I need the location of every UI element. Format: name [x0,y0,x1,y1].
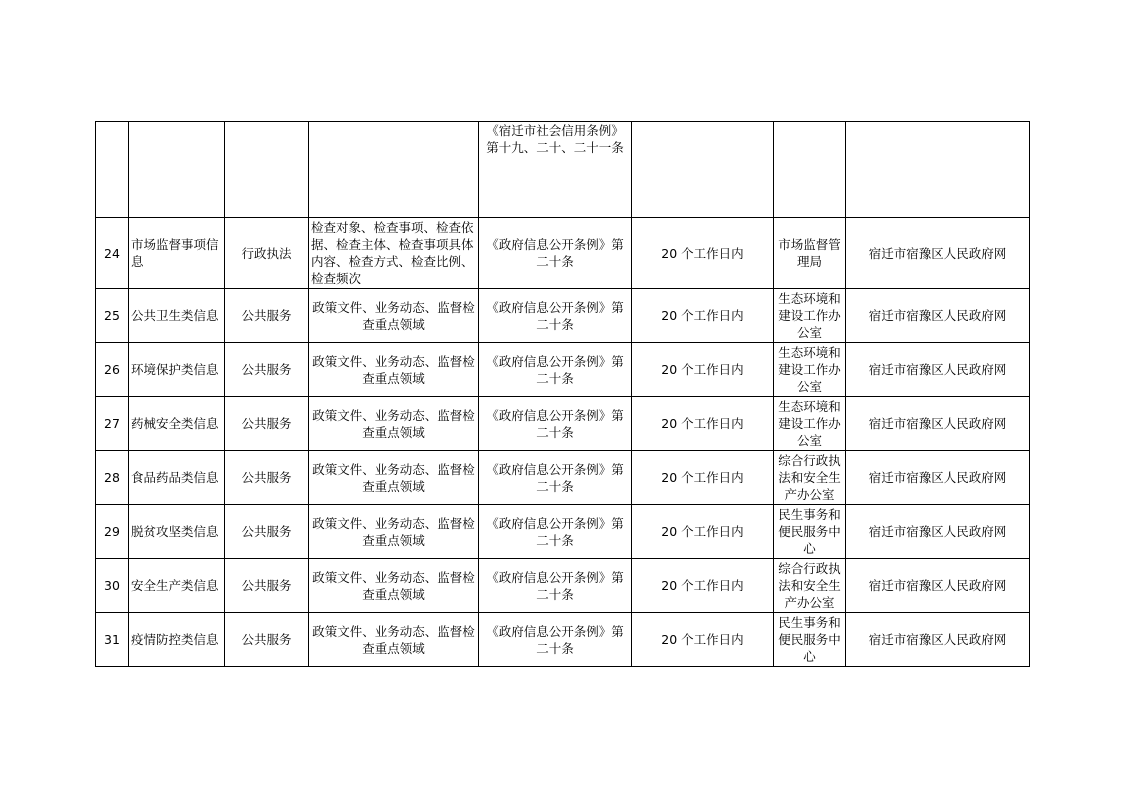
channel-cell: 宿迁市宿豫区人民政府网 [846,559,1030,613]
category-cell: 公共服务 [225,559,309,613]
content-cell: 政策文件、业务动态、监督检查重点领域 [309,613,479,667]
legal-basis-cell: 《政府信息公开条例》第二十条 [479,343,632,397]
department-cell: 生态环境和建设工作办公室 [774,289,846,343]
department-cell: 综合行政执法和安全生产办公室 [774,451,846,505]
legal-basis-cell: 《宿迁市社会信用条例》第十九、二十、二十一条 [479,122,632,218]
row-number-cell: 28 [96,451,129,505]
table-row [96,397,1030,451]
legal-basis-cell: 《政府信息公开条例》第二十条 [479,505,632,559]
time-limit-cell: 20 个工作日内 [632,451,774,505]
row-number-cell: 26 [96,343,129,397]
department-cell: 市场监督管理局 [774,218,846,289]
channel-cell: 宿迁市宿豫区人民政府网 [846,451,1030,505]
info-name-cell: 疫情防控类信息 [129,613,225,667]
table-row [96,451,1030,505]
channel-cell: 宿迁市宿豫区人民政府网 [846,343,1030,397]
content-cell: 政策文件、业务动态、监督检查重点领域 [309,559,479,613]
time-limit-cell: 20 个工作日内 [632,218,774,289]
category-cell: 公共服务 [225,505,309,559]
row-number-cell: 27 [96,397,129,451]
department-cell: 民生事务和便民服务中心 [774,505,846,559]
table-body [96,122,1030,667]
info-name-cell: 脱贫攻坚类信息 [129,505,225,559]
legal-basis-cell: 《政府信息公开条例》第二十条 [479,218,632,289]
info-name-cell: 食品药品类信息 [129,451,225,505]
category-cell: 公共服务 [225,289,309,343]
content-cell: 政策文件、业务动态、监督检查重点领域 [309,451,479,505]
channel-cell: 宿迁市宿豫区人民政府网 [846,397,1030,451]
channel-cell: 宿迁市宿豫区人民政府网 [846,505,1030,559]
legal-basis-cell: 《政府信息公开条例》第二十条 [479,289,632,343]
row-number-cell: 25 [96,289,129,343]
info-name-cell: 药械安全类信息 [129,397,225,451]
channel-cell [846,122,1030,218]
category-cell [225,122,309,218]
table-row [96,218,1030,289]
legal-basis-cell: 《政府信息公开条例》第二十条 [479,451,632,505]
department-cell [774,122,846,218]
content-cell: 政策文件、业务动态、监督检查重点领域 [309,397,479,451]
department-cell: 综合行政执法和安全生产办公室 [774,559,846,613]
table-row-continuation [96,122,1030,218]
table-row [96,289,1030,343]
table-row [96,559,1030,613]
category-cell: 行政执法 [225,218,309,289]
department-cell: 生态环境和建设工作办公室 [774,397,846,451]
content-cell: 政策文件、业务动态、监督检查重点领域 [309,505,479,559]
time-limit-cell [632,122,774,218]
time-limit-cell: 20 个工作日内 [632,343,774,397]
department-cell: 民生事务和便民服务中心 [774,613,846,667]
info-name-cell [129,122,225,218]
table-row [96,505,1030,559]
content-cell: 政策文件、业务动态、监督检查重点领域 [309,343,479,397]
info-name-cell: 公共卫生类信息 [129,289,225,343]
content-cell: 检查对象、检查事项、检查依据、检查主体、检查事项具体内容、检查方式、检查比例、检查频次 [309,218,479,289]
legal-basis-cell: 《政府信息公开条例》第二十条 [479,559,632,613]
category-cell: 公共服务 [225,451,309,505]
category-cell: 公共服务 [225,343,309,397]
department-cell: 生态环境和建设工作办公室 [774,343,846,397]
row-number-cell [96,122,129,218]
row-number-cell: 30 [96,559,129,613]
channel-cell: 宿迁市宿豫区人民政府网 [846,289,1030,343]
info-name-cell: 安全生产类信息 [129,559,225,613]
time-limit-cell: 20 个工作日内 [632,289,774,343]
content-cell: 政策文件、业务动态、监督检查重点领域 [309,289,479,343]
channel-cell: 宿迁市宿豫区人民政府网 [846,218,1030,289]
channel-cell: 宿迁市宿豫区人民政府网 [846,613,1030,667]
content-cell [309,122,479,218]
table-row [96,613,1030,667]
category-cell: 公共服务 [225,397,309,451]
info-name-cell: 市场监督事项信息 [129,218,225,289]
legal-basis-cell: 《政府信息公开条例》第二十条 [479,397,632,451]
disclosure-table [95,121,1030,667]
time-limit-cell: 20 个工作日内 [632,505,774,559]
category-cell: 公共服务 [225,613,309,667]
row-number-cell: 29 [96,505,129,559]
table-row [96,343,1030,397]
info-name-cell: 环境保护类信息 [129,343,225,397]
time-limit-cell: 20 个工作日内 [632,559,774,613]
legal-basis-cell: 《政府信息公开条例》第二十条 [479,613,632,667]
time-limit-cell: 20 个工作日内 [632,397,774,451]
row-number-cell: 24 [96,218,129,289]
row-number-cell: 31 [96,613,129,667]
time-limit-cell: 20 个工作日内 [632,613,774,667]
